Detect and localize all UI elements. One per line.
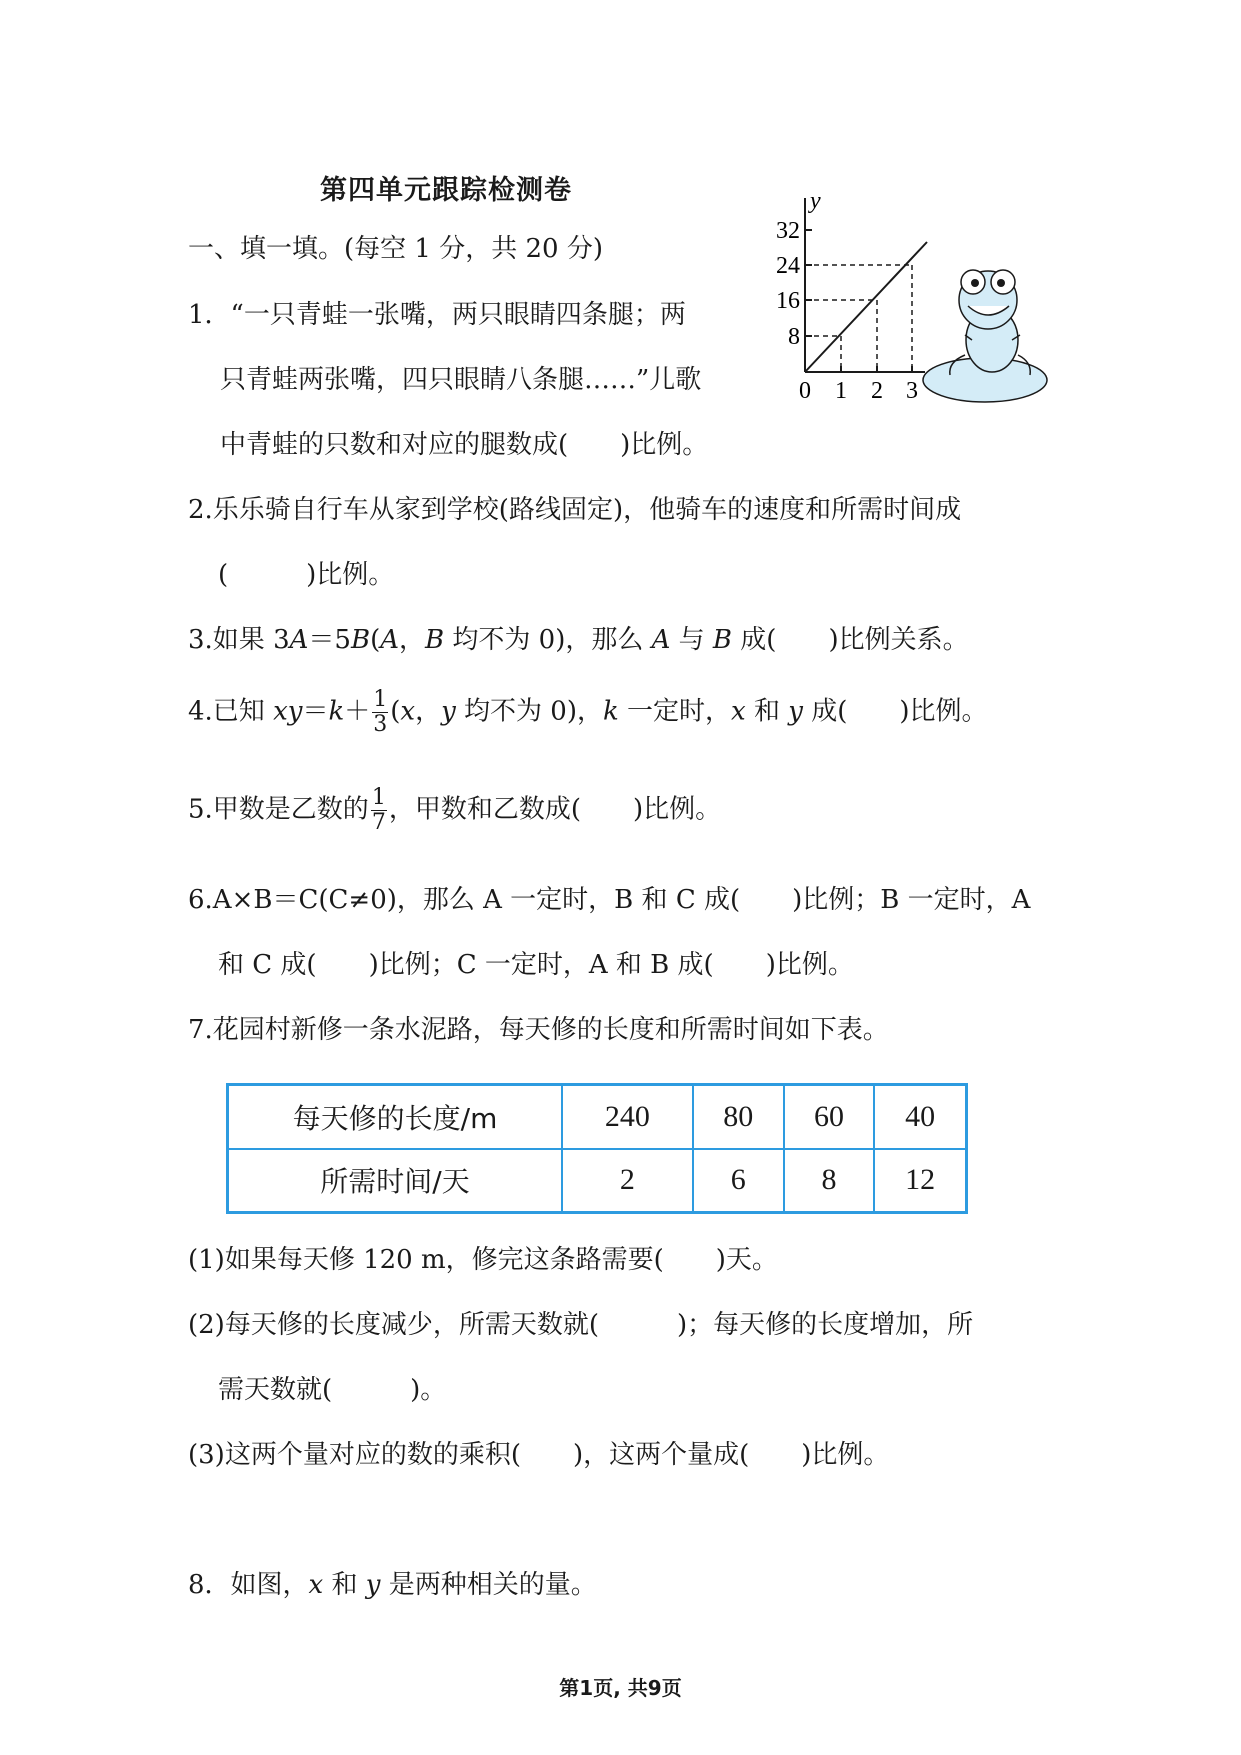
page-title: 第四单元跟踪检测卷 (320, 175, 572, 206)
table-row-header: 所需时间/天 (228, 1149, 563, 1213)
table-cell: 8 (784, 1149, 875, 1213)
y-axis-label: y (810, 190, 821, 214)
x-tick-label: 2 (871, 378, 883, 404)
table-row (228, 1085, 967, 1149)
y-tick-label: 16 (776, 288, 800, 314)
question-7-sub-2-line-1: (2)每天修的长度减少，所需天数就( )；每天修的长度增加，所 (188, 1310, 974, 1340)
table-cell: 2 (562, 1149, 693, 1213)
question-7-sub-1: (1)如果每天修 120 m，修完这条路需要( )天。 (188, 1245, 778, 1275)
question-4: 4.已知 xy＝k＋ $\frac{1}{3}$ (x，y 均不为 0)，k 一定时，x 和 y 成( )比例。 (188, 687, 988, 737)
question-7-intro: 7.花园村新修一条水泥路，每天修的长度和所需时间如下表。 (188, 1015, 889, 1045)
table-cell: 60 (784, 1085, 875, 1149)
question-6-line-1: 6.A×B＝C(C≠0)，那么 A 一定时，B 和 C 成( )比例；B 一定时，A (188, 885, 1031, 915)
y-tick-label: 32 (776, 218, 800, 244)
page-footer: 第1页, 共9页 (559, 1676, 682, 1700)
table-row-header: 每天修的长度/m (228, 1085, 563, 1149)
y-tick-label: 24 (776, 253, 800, 279)
proportion-graph (760, 190, 1060, 420)
table-cell: 6 (693, 1149, 784, 1213)
table-cell: 80 (693, 1085, 784, 1149)
question-8: 8．如图，x 和 y 是两种相关的量。 (188, 1570, 597, 1600)
frog-icon (923, 270, 1047, 402)
table-row (228, 1149, 967, 1213)
question-1-line-2: 只青蛙两张嘴，四只眼睛八条腿……”儿歌 (220, 365, 702, 395)
question-5: 5.甲数是乙数的 $\frac{1}{7}$ ，甲数和乙数成( )比例。 (188, 785, 722, 835)
question-2-line-2: ( )比例。 (218, 560, 395, 590)
table-cell: 12 (874, 1149, 966, 1213)
road-data-table (226, 1083, 968, 1214)
section-heading: 一、填一填。(每空 1 分，共 20 分) (188, 234, 603, 264)
x-tick-label: 1 (835, 378, 847, 404)
x-tick-label: 3 (906, 378, 918, 404)
x-tick-label: 0 (799, 378, 811, 404)
question-7-sub-2-line-2: 需天数就( )。 (218, 1375, 447, 1405)
fraction-one-third: $\frac{1}{3}$ (373, 687, 388, 737)
question-6-line-2: 和 C 成( )比例；C 一定时，A 和 B 成( )比例。 (218, 950, 854, 980)
question-3: 3.如果 3A＝5B(A，B 均不为 0)，那么 A 与 B 成( )比例关系。 (188, 625, 969, 655)
question-7-sub-3: (3)这两个量对应的数的乘积( )，这两个量成( )比例。 (188, 1440, 890, 1470)
question-1-line-1: 1．“一只青蛙一张嘴，两只眼睛四条腿；两 (188, 300, 686, 330)
question-1-line-3: 中青蛙的只数和对应的腿数成( )比例。 (220, 430, 709, 460)
table-cell: 240 (562, 1085, 693, 1149)
table-cell: 40 (874, 1085, 966, 1149)
fraction-one-seventh: $\frac{1}{7}$ (371, 785, 386, 835)
proportion-line (805, 242, 927, 372)
y-tick-label: 8 (788, 324, 800, 350)
question-2-line-1: 2.乐乐骑自行车从家到学校(路线固定)，他骑车的速度和所需时间成 (188, 495, 962, 525)
